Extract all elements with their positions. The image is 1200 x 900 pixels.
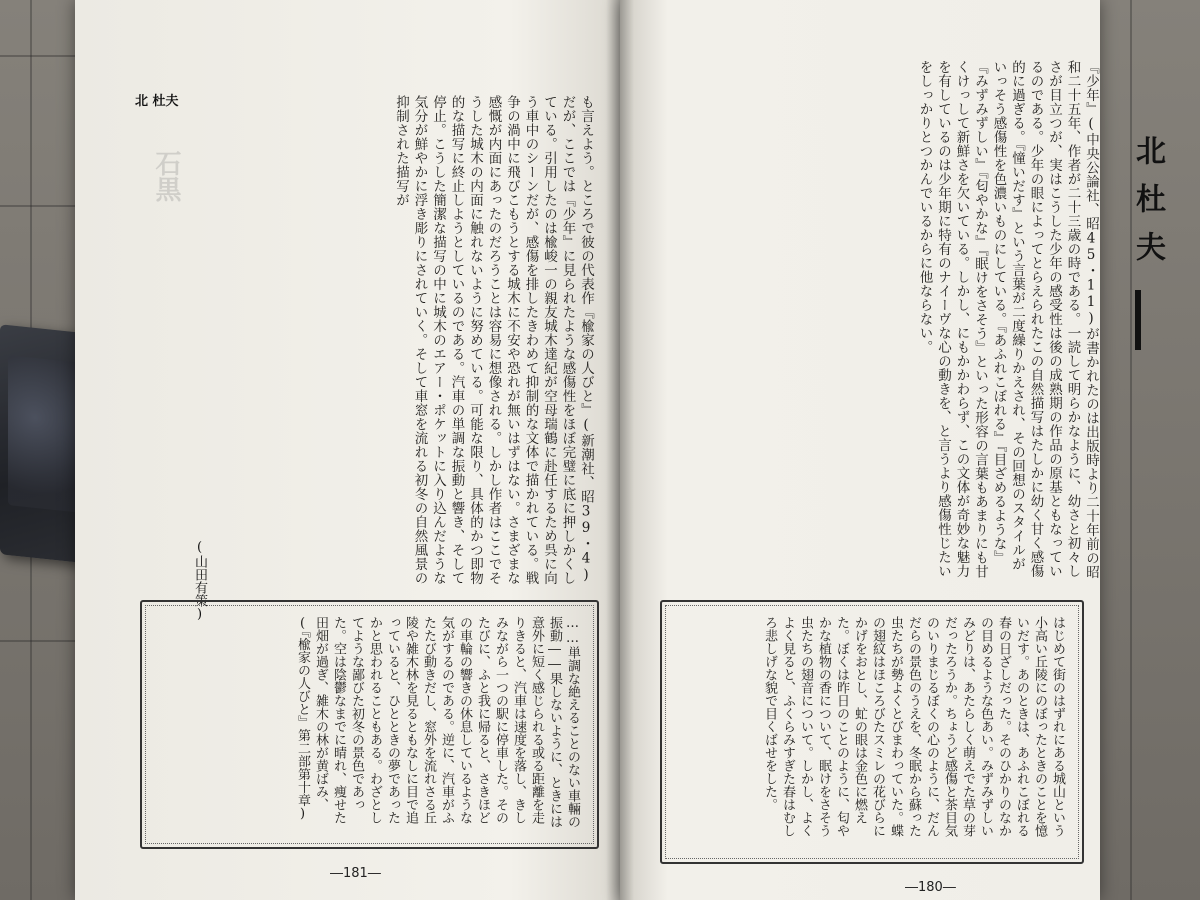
cutting-mat-line [0, 640, 80, 642]
cutting-mat-line [0, 55, 80, 57]
left-body-text: も言えよう。ところで彼の代表作『楡家の人びと』(新潮社、昭39・4)だが、ここでは『少年』に見られたような感傷性をほぼ完璧に底に押しかくしている。引用したのは楡峻一の親友城木達紀が空母瑞鶴に赴任するため呉に向う車中のシーンだが、感傷を排したきわめて抑制的な文体で描かれている。戦争の渦中に飛びこもうとする城木に不安や恐れが無いはずはない。さまざまな感慨が内面にあったのだろうことは容易に想像される。しかし作者はここでそうした城木の内面に触れないように努めている。可能な限り、具体的かつ即物的な描写に終止しようとしているのである。汽車の単調な振動と響き、そして停止。こうした簡潔な描写の中に城木のエアー・ポケットに入り込んだような気分が鮮やかに浮き彫りにされていく。そして車窓を流れる初冬の自然風景の抑制された描写が [393, 95, 594, 585]
author-title-rule [1135, 290, 1141, 350]
essay-credit: (山田有策) [192, 540, 207, 622]
page-number-181: ―181― [330, 866, 381, 881]
book-gutter [606, 0, 634, 900]
author-title: 北杜夫 [1130, 135, 1165, 279]
page-number-180: ―180― [905, 880, 956, 895]
left-quote-box [140, 600, 599, 849]
cutting-mat-line [0, 205, 80, 207]
running-head: 北 杜夫 [135, 94, 179, 109]
right-body-text: 『少年』(中央公論社、昭45・11)が書かれたのは出版時より二十年前の昭和二十五年、作者が二十三歳の時である。一読して明らかなように、幼さと初々しさが目立つが、実はこうした少年の感受性は後の成熟期の作品の原基ともなっているのである。少年の眼によってとらえられたこの自然描写はたしかに幼く甘く感傷的に過ぎる。『憧いだす』という言葉が二度繰りかえされ、その回想のスタイルがいっそう感傷性を色濃いものにしている。『あふれこぼれる』『目ざめるような』『みずみずしい』『匂やかな』『眠けをさそう』といった形容の言葉もあまりにも甘くけっして新鮮さを欠いている。しかし、にもかかわらず、この文体が奇妙な魅力を有しているのは少年期に特有のナイーヴな心の動きを、と言うより感傷性じたいをしっかりとつかんでいるからに他ならない。 [916, 60, 1099, 579]
show-through-title: 石黒 [151, 150, 181, 202]
left-quote-text: ……単調な絶えることのない車輛の振動――果しないように、ときには意外に短く感じられる或る距離を走りきると、汽車は速度を落し、きしみながら一つの駅に停車した。そのたびに、ふと我に帰ると、さきほどの車輪の響きの休息しているような気がするのである。逆に、汽車がふたたび動きだし、窓外を流れさる丘陵や雑木林を見るともなしに目で追っていると、ひとときの夢であったかと思われることもある。わざとしてような鄙びた初冬の景色であった。空は陰鬱なまでに晴れ、痩せた田畑が過ぎ、雑木の林が黄ばみ、(『楡家の人びと』第二部第十章) [295, 616, 580, 828]
right-quote-text: はじめて街のはずれにある城山という小高い丘陵にのぼったときのことを憶いだす。あのときは、あふれこぼれる春の日ざしだった。そのひかりのなかの目めるような色あい。みずみずしいみどりは、あたらしく萌えでた草の芽だったろうか。ちょうど感傷と茶目気のいりまじるぼくの心のように、だんだらの景色のうえを、冬眠から蘇った虫たちが勢よくとびまわっていた。蝶の翅紋はほころびたスミレの花びらにかげをおとし、虻の眼は金色に燃えた。ぼくは昨日のことのように、匂やかな植物の香について、眠けをさそう虫たちの翅音について。しかし、よくよく見ると、ふくらみすぎた春はむしろ悲しげな貌で目くばせをした。 [762, 616, 1065, 837]
right-quote-box [660, 600, 1084, 864]
